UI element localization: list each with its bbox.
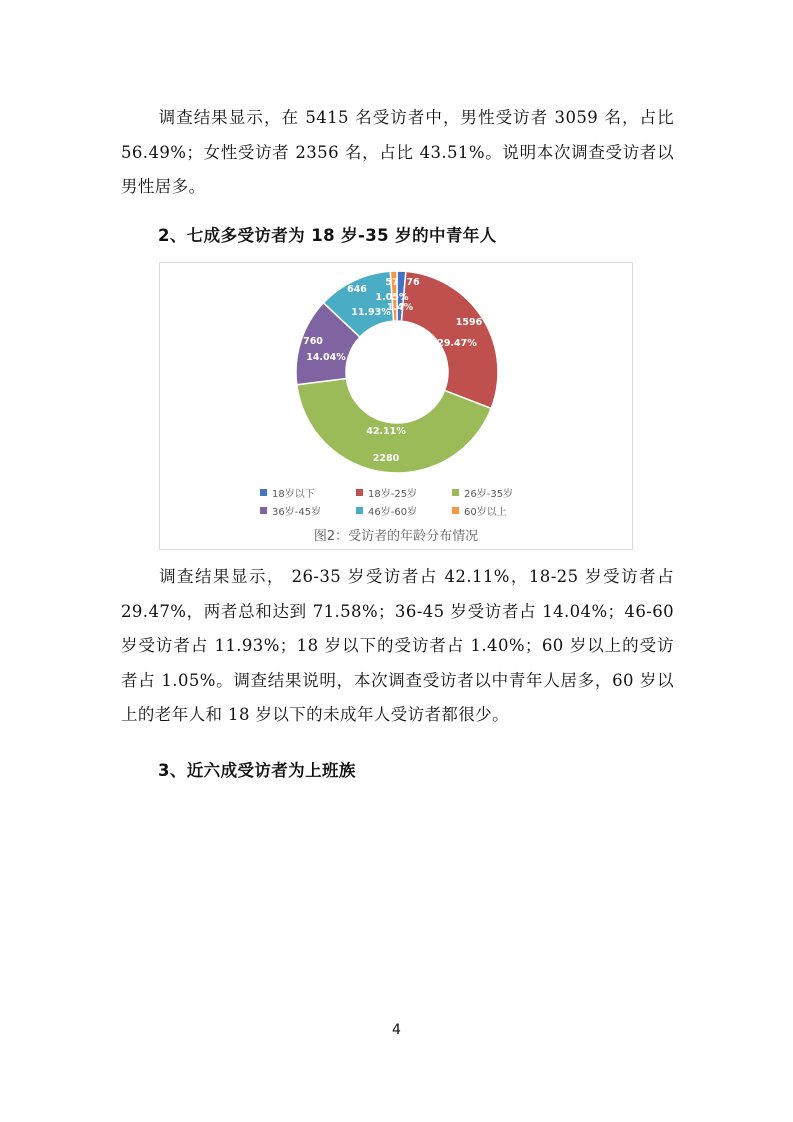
- donut-percent-label-5: 1.05%: [375, 292, 409, 303]
- legend-swatch: [356, 489, 363, 496]
- legend-label: 46岁-60岁: [368, 507, 418, 518]
- legend-label: 60岁以上: [464, 507, 507, 518]
- legend-swatch: [452, 507, 459, 514]
- donut-percent-label-3: 14.04%: [306, 352, 346, 363]
- legend-swatch: [356, 507, 363, 514]
- legend-item-5: [452, 503, 548, 518]
- legend-label: 26岁-35岁: [464, 489, 514, 500]
- age-distribution-chart: [159, 262, 633, 550]
- donut-value-label-2: 2280: [372, 453, 400, 464]
- legend-swatch: [260, 507, 267, 514]
- page-number: 4: [392, 1022, 401, 1038]
- legend-label: 36岁-45岁: [272, 507, 322, 518]
- donut-percent-label-4: 11.93%: [351, 307, 391, 318]
- paragraph-age-text: 调查结果显示， 26-35 岁受访者占 42.11%，18-25 岁受访者占 29.47%，两者总和达到 71.58%；36-45 岁受访者占 14.04%；46-60 岁受访者占 11.93%；18 岁以下的受访者占 1.40%；60 岁以上的受访者占 1.05%。调查结果说明，本次调查受访者以中青年人居多，60 岁以上的老年人和 18 岁以下的未成年人受访者都很少。: [121, 567, 674, 724]
- donut-value-label-4: 646: [347, 284, 367, 295]
- donut-value-label-1: 1596: [455, 317, 483, 328]
- legend-swatch: [260, 489, 267, 496]
- donut-percent-label-2: 42.11%: [366, 426, 406, 437]
- legend-item-4: [356, 503, 452, 518]
- paragraph-age-result: [121, 560, 674, 733]
- paragraph-gender-text: 调查结果显示，在 5415 名受访者中，男性受访者 3059 名，占比 56.49%；女性受访者 2356 名，占比 43.51%。说明本次调查受访者以男性居多。: [121, 108, 674, 196]
- donut-value-label-3: 760: [303, 336, 323, 347]
- donut-percent-label-1: 29.47%: [437, 338, 477, 349]
- paragraph-gender-result: [121, 101, 674, 205]
- donut-value-label-5: 57: [385, 277, 399, 288]
- section-heading-2: 2、七成多受访者为 18 岁-35 岁的中青年人: [158, 226, 497, 245]
- legend-item-3: [260, 503, 356, 518]
- legend-item-2: [452, 485, 548, 500]
- legend-label: 18岁以下: [272, 489, 315, 500]
- legend-item-0: [260, 485, 356, 500]
- legend-item-1: [356, 485, 452, 500]
- section-heading-3: 3、近六成受访者为上班族: [158, 761, 356, 780]
- legend-swatch: [452, 489, 459, 496]
- donut-percent-label-0: 1.4%: [386, 302, 414, 313]
- chart-caption: 图2：受访者的年龄分布情况: [313, 529, 479, 544]
- chart-legend: [260, 485, 560, 518]
- legend-label: 18岁-25岁: [368, 489, 418, 500]
- donut-value-label-0: 76: [406, 277, 420, 288]
